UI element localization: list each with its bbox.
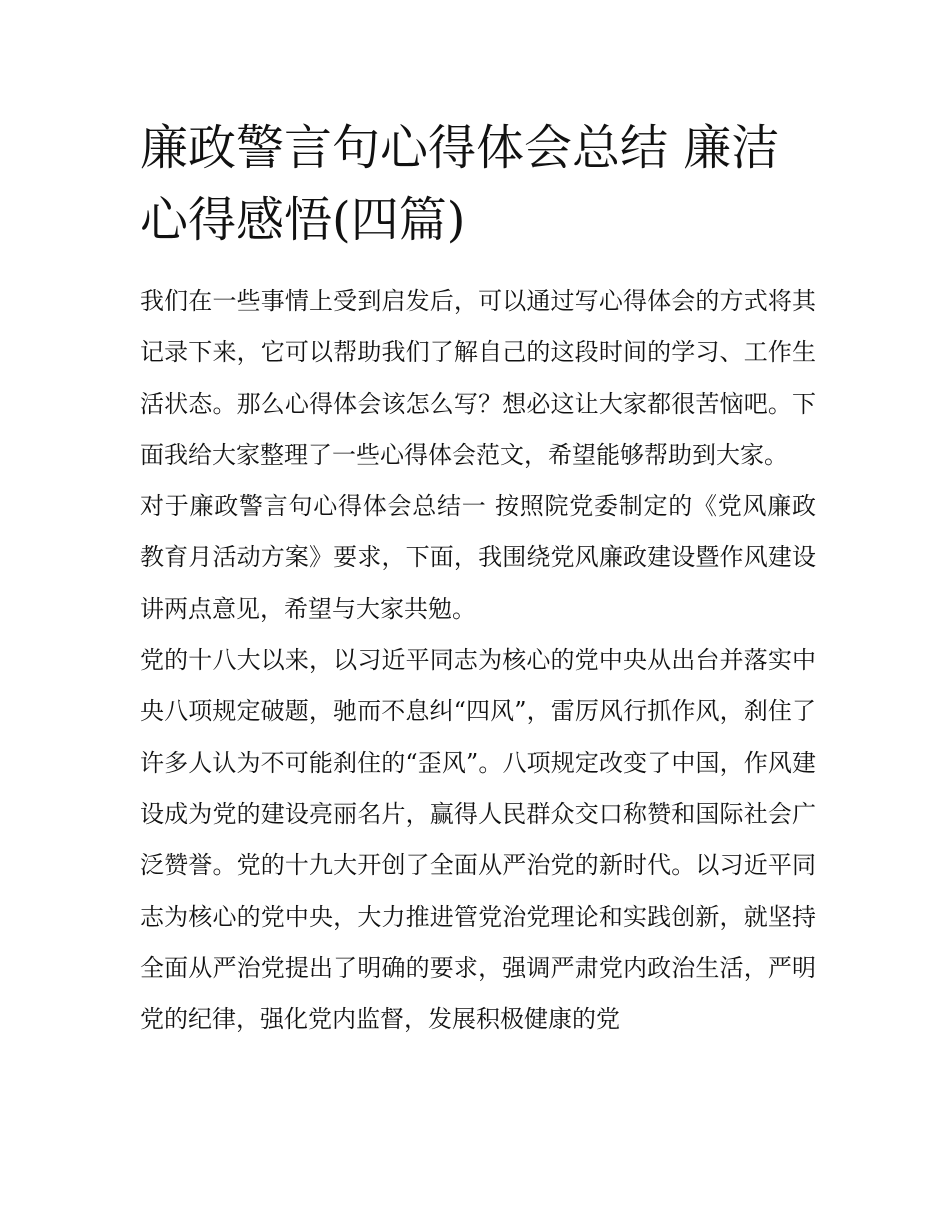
paragraph-intro: 我们在一些事情上受到启发后，可以通过写心得体会的方式将其记录下来，它可以帮助我们了解自己的这段时间的学习、工作生活状态。那么心得体会该怎么写？想必这让大家都很苦恼吧。下面我给大家整理了一些心得体会范文，希望能够帮助到大家。 xyxy=(140,287,816,469)
paragraph-party-conduct: 党的十八大以来，以习近平同志为核心的党中央从出台并落实中央八项规定破题，驰而不息纠“四风”，雷厉风行抓作风，刹住了许多人认为不可能刹住的“歪风”。八项规定改变了中国，作风建设成为党的建设亮丽名片，赢得人民群众交口称赞和国际社会广泛赞誉。党的十九大开创了全面从严治党的新时代。以习近平同志为核心的党中央，大力推进管党治党理论和实践创新，就坚持全面从严治党提出了明确的要求，强调严肃党内政治生活，严明党的纪律，强化党内监督，发展积极健康的党 xyxy=(140,646,816,1034)
document-title: 廉政警言句心得体会总结 廉洁心得感悟(四篇) xyxy=(140,120,780,248)
document-body xyxy=(140,276,816,1045)
paragraph-essay-one-opening: 对于廉政警言句心得体会总结一 按照院党委制定的《党风廉政教育月活动方案》要求，下面，我围绕党风廉政建设暨作风建设讲两点意见，希望与大家共勉。 xyxy=(140,492,816,623)
